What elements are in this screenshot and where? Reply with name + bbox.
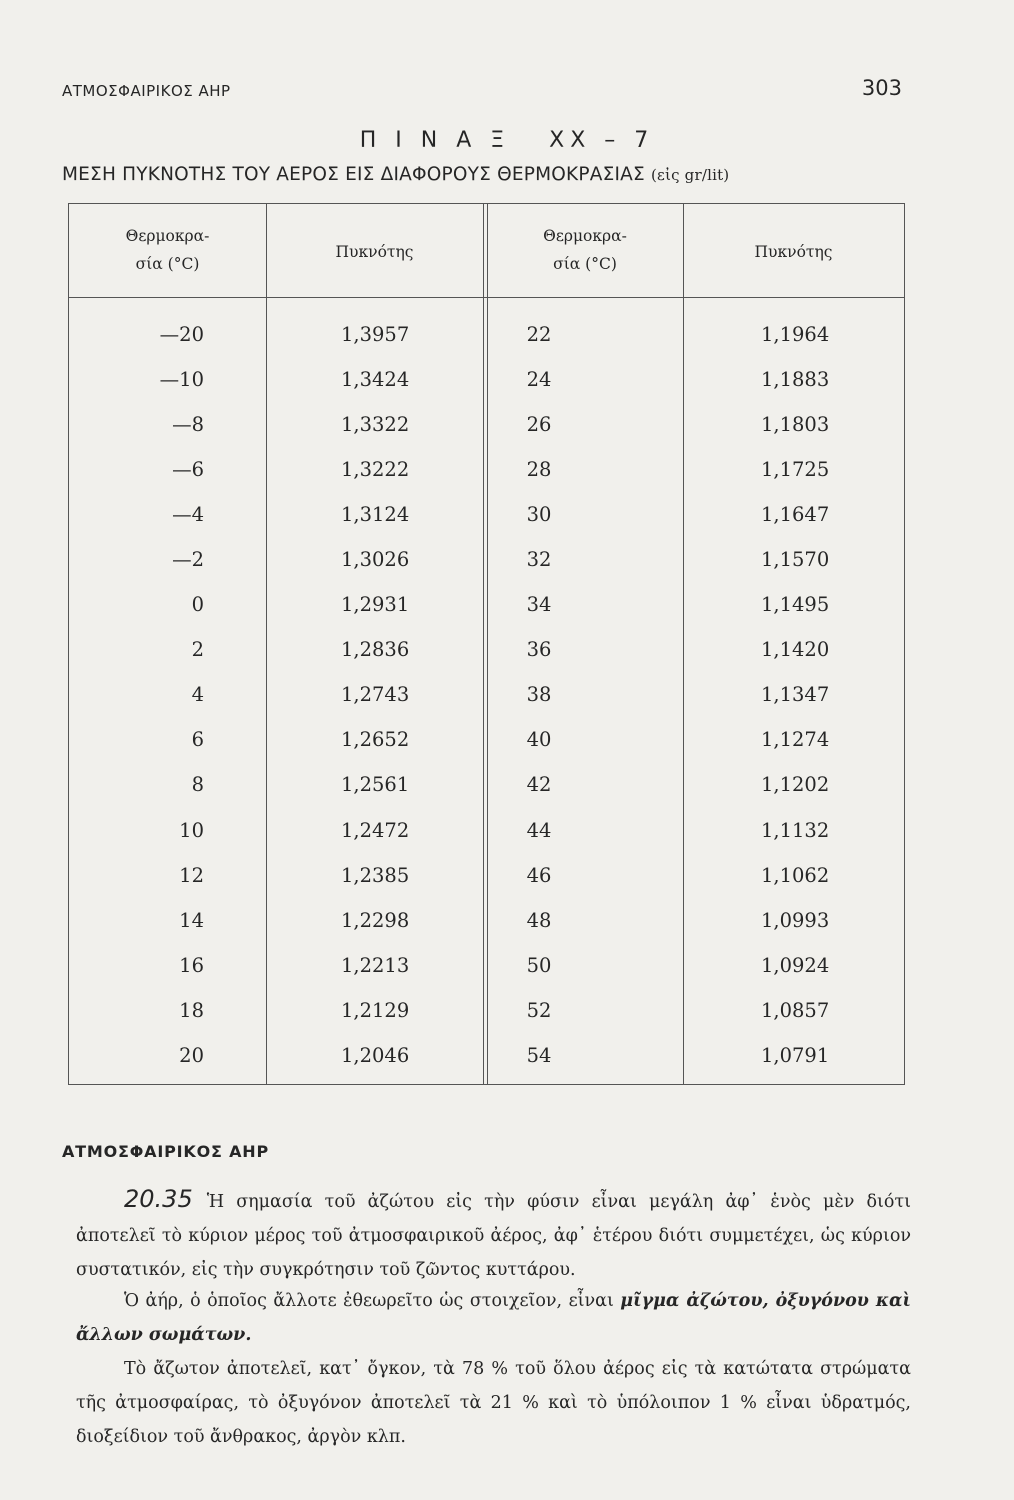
table-cell: 1,1495 bbox=[761, 593, 830, 617]
table-cell: 1,2931 bbox=[341, 593, 410, 617]
right-density-column bbox=[761, 312, 901, 1078]
table-cell: 1,1647 bbox=[761, 503, 830, 527]
table-cell: 1,1420 bbox=[761, 638, 830, 662]
table-cell: 1,0993 bbox=[761, 908, 830, 932]
table-cell: 8 bbox=[191, 773, 204, 797]
table-cell: 18 bbox=[179, 998, 204, 1022]
table-cell: 1,1202 bbox=[761, 773, 830, 797]
header-temp-line1: Θερμοκρα- bbox=[543, 227, 627, 245]
table-cell: 20 bbox=[179, 1043, 204, 1067]
table-cell: 32 bbox=[526, 548, 552, 572]
table-cell: 1,2213 bbox=[341, 953, 410, 977]
table-cell: 36 bbox=[526, 638, 552, 662]
table-cell: 1,3957 bbox=[341, 323, 410, 346]
header-rule bbox=[69, 297, 904, 298]
table-cell: 1,3424 bbox=[341, 368, 410, 392]
table-cell: 22 bbox=[526, 323, 552, 346]
table-cell: 48 bbox=[526, 908, 552, 932]
paragraph-3-text: Τὸ ἄζωτον ἀποτελεῖ, κατ᾽ ὄγκον, τὰ 78 % τοῦ ὅλου ἀέρος εἰς τὰ κατώτατα στρώματα τῆς ἀτμοσφαίρας, τὸ ὀξυγόνον ἀποτελεῖ τὰ 21 % καὶ τὸ ὑπόλοιπον 1 % εἶναι ὑδρατμός, διοξείδιον τοῦ ἄνθρακος, ἀργὸν κλπ. bbox=[76, 1359, 911, 1447]
table-cell: 14 bbox=[179, 908, 204, 932]
left-density-column bbox=[341, 312, 501, 1078]
paragraph-2-emphasis: μῖγμα ἀζώτου, ὀξυγόνου καὶ ἄλλων σωμάτων. bbox=[76, 1291, 911, 1345]
table-cell: 1,1964 bbox=[761, 323, 830, 346]
paragraph-3 bbox=[76, 1352, 911, 1454]
table-cell: 46 bbox=[526, 863, 552, 887]
table-cell: 10 bbox=[179, 818, 204, 842]
table-cell: 1,3222 bbox=[341, 458, 410, 482]
table-cell: 1,2385 bbox=[341, 863, 410, 887]
column-divider bbox=[683, 204, 684, 1084]
section-heading: ΑΤΜΟΣΦΑΙΡΙΚΟΣ ΑΗΡ bbox=[62, 1142, 269, 1161]
table-cell: 1,0857 bbox=[761, 998, 830, 1022]
column-divider bbox=[266, 204, 267, 1084]
table-cell: —8 bbox=[172, 413, 204, 437]
table-title: Π Ι Ν Α Ξ ΧΧ – 7 bbox=[359, 128, 655, 153]
table-cell: 1,1132 bbox=[761, 818, 830, 842]
table-cell: 44 bbox=[526, 818, 552, 842]
subtitle-unit: (εἰς gr/lit) bbox=[650, 166, 730, 184]
section-number: 20.35 bbox=[124, 1185, 193, 1213]
table-cell: 2 bbox=[191, 638, 204, 662]
table-cell: 0 bbox=[191, 593, 204, 617]
paragraph-1-text: Ἡ σημασία τοῦ ἀζώτου εἰς τὴν φύσιν εἶναι μεγάλη ἀφ᾽ ἑνὸς μὲν διότι ἀποτελεῖ τὸ κύριον μέρος τοῦ ἀτμοσφαιρικοῦ ἀέρος, ἀφ᾽ ἑτέρου διότι συμμετέχει, ὡς κύριον συστατικόν, εἰς τὴν συγκρότησιν τοῦ ζῶντος κυττάρου. bbox=[76, 1192, 911, 1280]
header-temp-line2: σία (°C) bbox=[553, 255, 617, 273]
table-cell: 40 bbox=[526, 728, 552, 752]
table-cell: 1,0924 bbox=[761, 953, 830, 977]
header-density-right: Πυκνότης bbox=[754, 243, 833, 261]
table-cell: 42 bbox=[526, 773, 552, 797]
table-cell: 16 bbox=[179, 953, 204, 977]
density-table bbox=[68, 203, 905, 1085]
table-cell: 1,3322 bbox=[341, 413, 410, 437]
table-cell: 1,1062 bbox=[761, 863, 830, 887]
table-subtitle bbox=[62, 164, 922, 185]
header-density-left: Πυκνότης bbox=[335, 243, 414, 261]
table-cell: —4 bbox=[172, 503, 204, 527]
table-cell: 1,1347 bbox=[761, 683, 830, 707]
table-cell: 28 bbox=[526, 458, 552, 482]
table-cell: 6 bbox=[191, 728, 204, 752]
header-temp-line1: Θερμοκρα- bbox=[125, 227, 210, 245]
table-cell: 1,2836 bbox=[341, 638, 410, 662]
table-cell: —2 bbox=[172, 548, 204, 572]
table-cell: 1,2743 bbox=[341, 683, 410, 707]
paragraph-2 bbox=[76, 1284, 911, 1352]
table-cell: 1,0791 bbox=[761, 1043, 830, 1067]
table-cell: —10 bbox=[159, 368, 204, 392]
table-cell: 1,1725 bbox=[761, 458, 830, 482]
table-cell: 1,2298 bbox=[341, 908, 410, 932]
table-cell: 50 bbox=[526, 953, 552, 977]
table-cell: 1,1570 bbox=[761, 548, 830, 572]
table-cell: 24 bbox=[526, 368, 552, 392]
table-cell: —6 bbox=[172, 458, 204, 482]
header-temperature-left bbox=[69, 222, 266, 282]
table-cell: 4 bbox=[191, 683, 204, 707]
right-temperature-column bbox=[484, 312, 594, 1078]
table-cell: —20 bbox=[159, 323, 204, 346]
header-temp-line2: σία (°C) bbox=[135, 255, 200, 273]
table-cell: 1,2129 bbox=[341, 998, 410, 1022]
table-cell: 1,1883 bbox=[761, 368, 830, 392]
table-cell: 34 bbox=[526, 593, 552, 617]
table-cell: 54 bbox=[526, 1043, 552, 1067]
paragraph-1 bbox=[76, 1182, 911, 1287]
header-temperature-right bbox=[487, 222, 683, 282]
table-cell: 1,1274 bbox=[761, 728, 830, 752]
table-cell: 38 bbox=[526, 683, 552, 707]
table-cell: 1,2652 bbox=[341, 728, 410, 752]
table-cell: 1,1803 bbox=[761, 413, 830, 437]
table-cell: 12 bbox=[179, 863, 204, 887]
paragraph-2-text: Ὁ ἀήρ, ὁ ὁποῖος ἄλλοτε ἐθεωρεῖτο ὡς στοιχεῖον, εἶναι bbox=[124, 1291, 614, 1311]
table-cell: 1,2472 bbox=[341, 818, 410, 842]
table-cell: 30 bbox=[526, 503, 552, 527]
table-cell: 1,2046 bbox=[341, 1043, 410, 1067]
subtitle-text: ΜΕΣΗ ΠΥΚΝΟΤΗΣ ΤΟΥ ΑΕΡΟΣ ΕΙΣ ΔΙΑΦΟΡΟΥΣ ΘΕΡΜΟΚΡΑΣΙΑΣ bbox=[62, 164, 645, 185]
running-header: ΑΤΜΟΣΦΑΙΡΙΚΟΣ ΑΗΡ bbox=[62, 82, 231, 100]
table-cell: 1,2561 bbox=[341, 773, 410, 797]
page-number: 303 bbox=[861, 76, 902, 100]
table-cell: 1,3026 bbox=[341, 548, 410, 572]
left-temperature-column bbox=[69, 312, 204, 1078]
table-cell: 26 bbox=[526, 413, 552, 437]
table-cell: 1,3124 bbox=[341, 503, 410, 527]
table-cell: 52 bbox=[526, 998, 552, 1022]
